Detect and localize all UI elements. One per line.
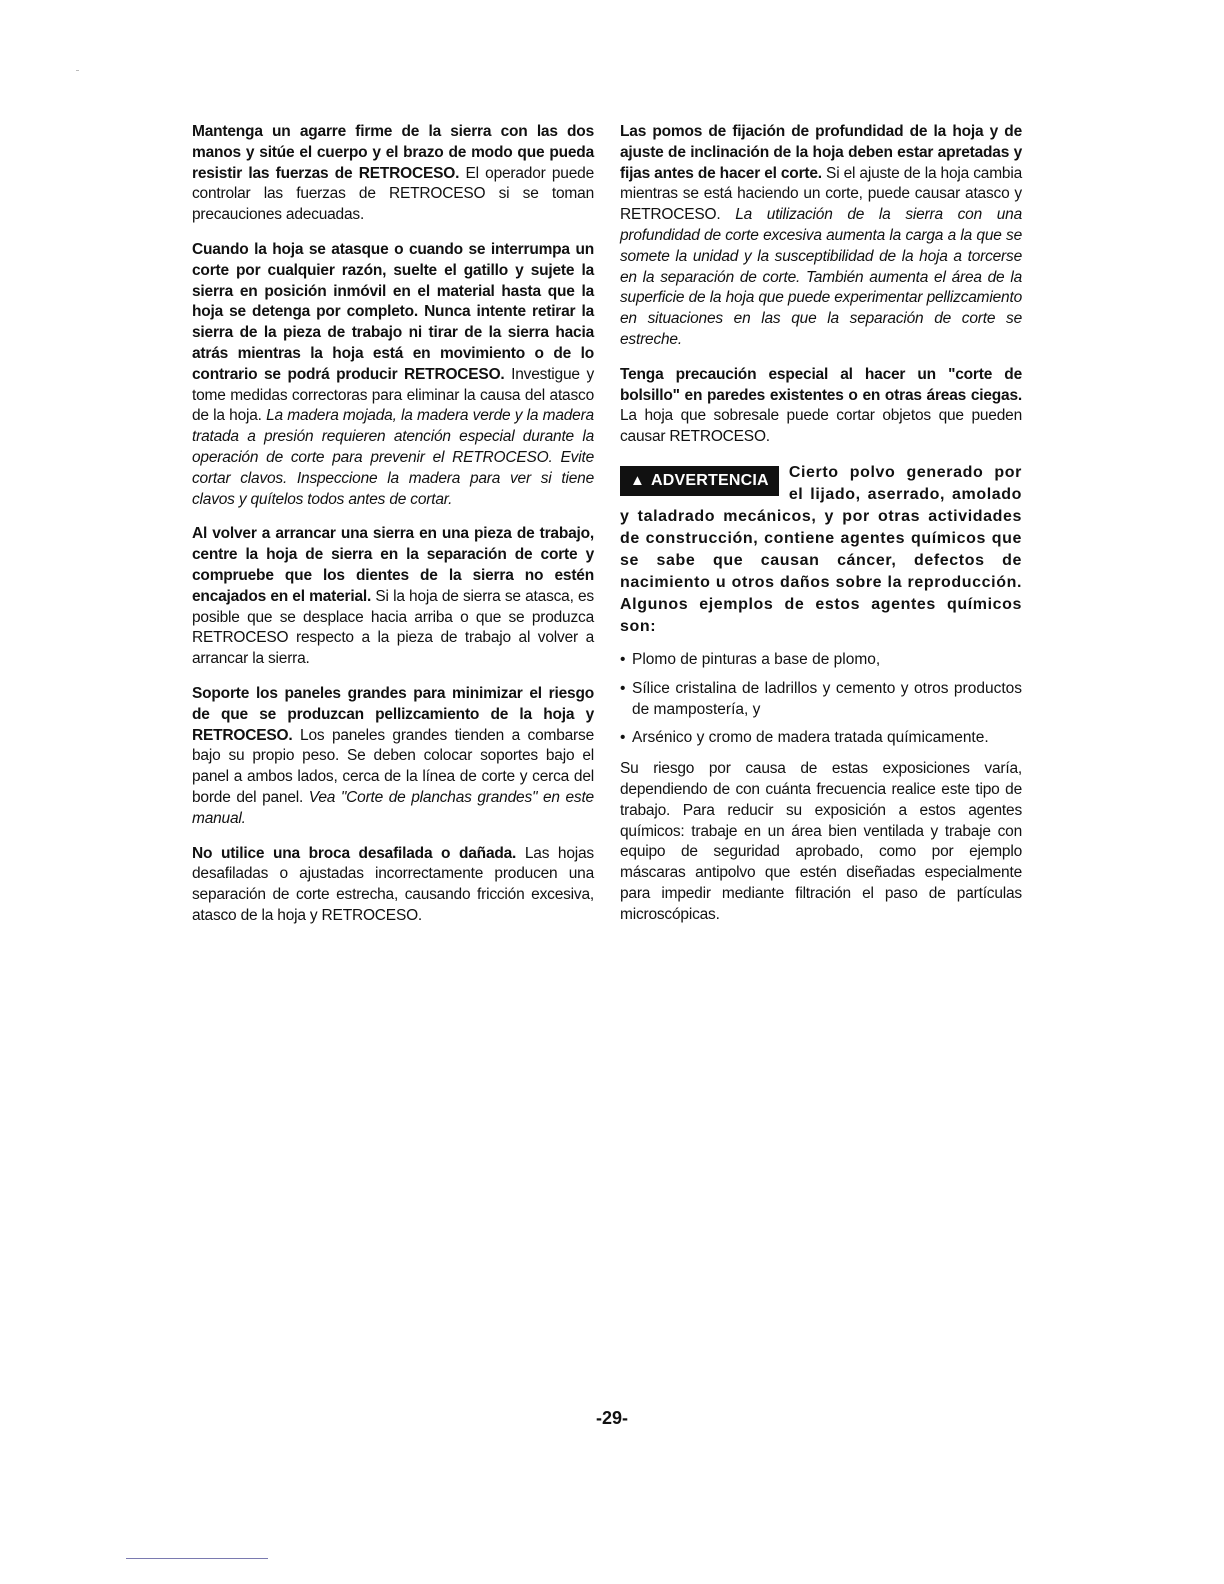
- list-item-text: Plomo de pinturas a base de plomo,: [632, 650, 881, 668]
- paragraph-pocket-cut-bold: Tenga precaución especial al hacer un "corte de bolsillo" en paredes existentes o en otras áreas ciegas.: [620, 365, 1022, 404]
- left-column: [192, 122, 594, 941]
- page-number: -29-: [595, 1408, 628, 1428]
- warning-badge-label: ADVERTENCIA: [651, 471, 769, 489]
- paragraph-blade-bind-text: Investigue y tome medidas correctoras para eliminar la causa del atasco de la hoja.: [192, 365, 594, 425]
- warning-text: Cierto polvo generado por el lijado, aserrado, amolado y taladrado mecánicos, y por otras actividades de construcción, contiene agentes químicos que se sabe que causan cáncer, defectos de nacimiento u otros daños sobre la reproducción. Algunos ejemplos de estos agentes químicos son:: [620, 463, 1022, 635]
- scan-mark: [76, 70, 79, 71]
- paragraph-large-panels: [192, 684, 594, 830]
- warning-triangle-icon: ▲: [630, 471, 646, 489]
- paragraph-blade-bind-bold: Cuando la hoja se atasque o cuando se interrumpa un corte por cualquier razón, suelte el gatillo y sujete la sierra en posición inmóvil en el material hasta que la hoja se detenga por completo. Nunca intente retirar la sierra de la pieza de trabajo ni tirar de la sierra hacia atrás mientras la hoja está en movimiento o de lo contrario se podrá producir RETROCESO.: [192, 240, 594, 383]
- paragraph-blade-bind-italic: La madera mojada, la madera verde y la madera tratada a presión requieren atención especial durante la operación de corte para prevenir el RETROCESO. Evite cortar clavos. Inspeccione la madera para ver si tiene clavos y quítelos todos antes de cortar.: [192, 407, 594, 508]
- paragraph-dull-blade: [192, 844, 594, 927]
- paragraph-restart-text: Si la hoja de sierra se atasca, es posible que se desplace hacia arriba o que se produzca RETROCESO respecto a la pieza de trabajo al volver a arrancar la sierra.: [192, 587, 594, 668]
- paragraph-large-panels-italic: Vea "Corte de planchas grandes" en este manual.: [192, 788, 594, 827]
- list-item-text: Arsénico y cromo de madera tratada químicamente.: [632, 729, 989, 747]
- paragraph-dull-blade-bold: No utilice una broca desafilada o dañada.: [192, 844, 517, 862]
- paragraph-large-panels-text: Los paneles grandes tienden a combarse bajo su propio peso. Se deben colocar soportes bajo el panel a ambos lados, cerca de la línea de corte y cerca del borde del panel.: [192, 726, 594, 806]
- paragraph-dull-blade-text: Las hojas desafiladas o ajustadas incorrectamente producen una separación de corte estrecha, causando fricción excesiva, atasco de la hoja y RETROCESO.: [192, 844, 594, 924]
- paragraph-restart-bold: Al volver a arrancar una sierra en una pieza de trabajo, centre la hoja de sierra en la separación de corte y compruebe que los dientes de la sierra no estén encajados en el material.: [192, 525, 594, 605]
- warning-block: [620, 462, 1022, 638]
- paragraph-restart: [192, 524, 594, 670]
- chemical-list: [620, 650, 1022, 749]
- paragraph-pocket-cut: [620, 365, 1022, 448]
- paragraph-grip: [192, 122, 594, 226]
- list-item-text: Sílice cristalina de ladrillos y cemento y otros productos de mampostería, y: [632, 679, 1022, 718]
- paragraph-blade-bind: [192, 240, 594, 510]
- paragraph-knobs-italic: La utilización de la sierra con una profundidad de corte excesiva aumenta la carga a la que se somete la unidad y la susceptibilidad de la hoja a torcerse en la separación de corte. También aumenta el área de la superficie de la hoja que puede experimentar pellizcamiento en situaciones en las que la separación de corte se estreche.: [620, 206, 1022, 348]
- list-item: • Sílice cristalina de ladrillos y cemento y otros productos de mampostería, y: [620, 679, 1022, 718]
- paragraph-knobs: [620, 122, 1022, 351]
- right-column: [620, 122, 1022, 940]
- paragraph-grip-text: El operador puede controlar las fuerzas de RETROCESO si se toman precauciones adecuadas.: [192, 164, 594, 224]
- warning-badge: [620, 466, 779, 496]
- paragraph-exposure: Su riesgo por causa de estas exposiciones varía, dependiendo de con cuánta frecuencia realice este tipo de trabajo. Para reducir su exposición a estos agentes químicos: trabaje en un área bien ventilada y trabaje con equipo de seguridad aprobado, como por ejemplo máscaras antipolvo que estén diseñadas especialmente para impedir mediante filtración el paso de partículas microscópicas.: [620, 760, 1022, 923]
- paragraph-knobs-text: Si el ajuste de la hoja cambia mientras se está haciendo un corte, puede causar atasco y RETROCESO.: [620, 164, 1022, 224]
- paragraph-pocket-cut-text: La hoja que sobresale puede cortar objetos que pueden causar RETROCESO.: [620, 407, 1022, 446]
- list-item: • Arsénico y cromo de madera tratada químicamente.: [620, 729, 989, 747]
- paragraph-knobs-bold: Las pomos de fijación de profundidad de la hoja y de ajuste de inclinación de la hoja deben estar apretadas y fijas antes de hacer el corte.: [620, 123, 1022, 182]
- footer-line: [126, 1558, 268, 1559]
- list-item: • Plomo de pinturas a base de plomo,: [620, 650, 881, 668]
- paragraph-grip-bold: Mantenga un agarre firme de la sierra con las dos manos y sitúe el cuerpo y el brazo de modo que pueda resistir las fuerzas de RETROCESO.: [192, 123, 594, 182]
- paragraph-large-panels-bold: Soporte los paneles grandes para minimizar el riesgo de que se produzcan pellizcamiento de la hoja y RETROCESO.: [192, 684, 594, 744]
